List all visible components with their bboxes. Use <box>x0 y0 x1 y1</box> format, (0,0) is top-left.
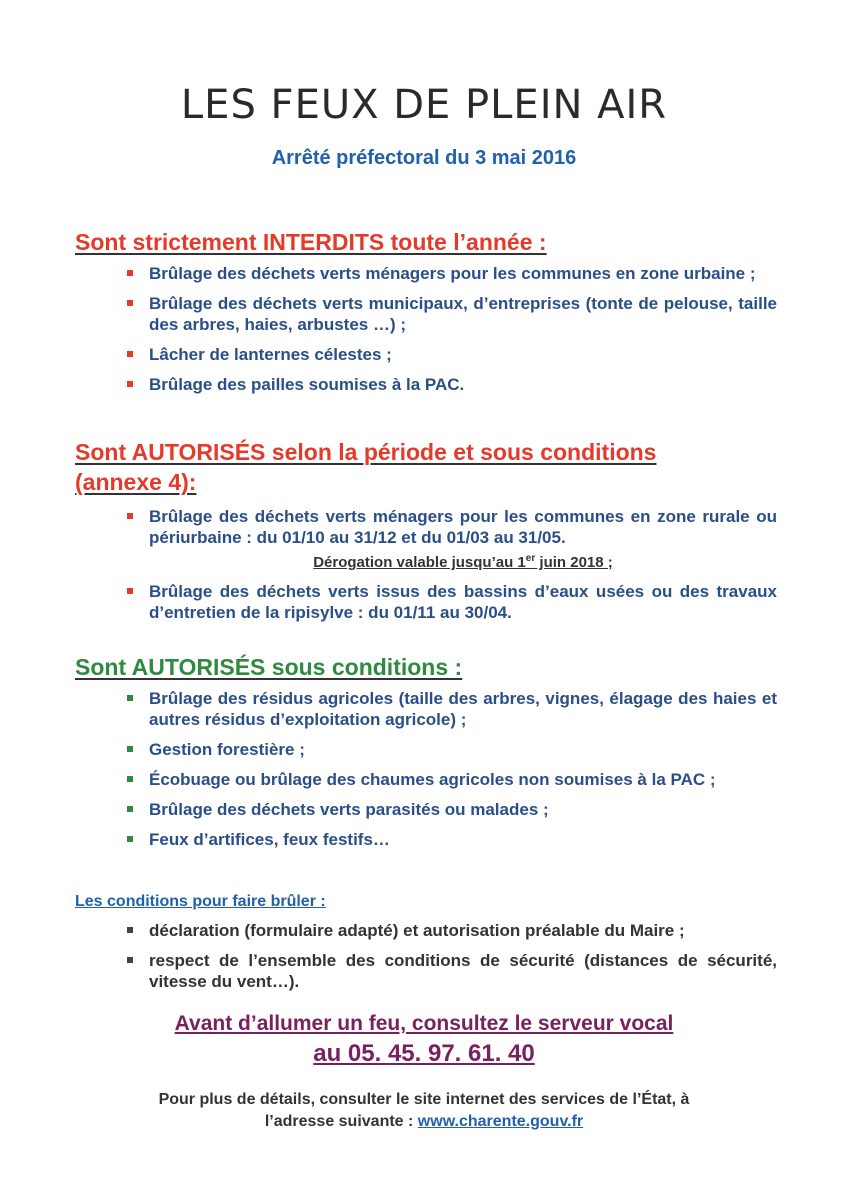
section-forbidden-heading: Sont strictement INTERDITS toute l’année : <box>75 229 547 255</box>
page-subtitle: Arrêté préfectoral du 3 mai 2016 <box>271 147 577 169</box>
list-item: Brûlage des déchets verts parasités ou malades ; <box>125 799 777 820</box>
cta-line: Avant d’allumer un feu, consultez le serveur vocal <box>174 1012 674 1035</box>
footer <box>0 1089 848 1133</box>
list-item: Brûlage des déchets verts ménagers pour les communes en zone urbaine ; <box>125 263 777 284</box>
list-item: Brûlage des résidus agricoles (taille des arbres, vignes, élagage des haies et autres résidus d’exploitation agricole) ; <box>125 688 777 730</box>
section-periodic-heading-line2: (annexe 4): <box>75 469 197 495</box>
derogation-sup: er <box>525 553 536 564</box>
derogation-suffix: juin 2018 ; <box>535 554 613 571</box>
periodic-list <box>125 506 777 632</box>
footer-line1: Pour plus de détails, consulter le site internet des services de l’État, à <box>158 1091 690 1108</box>
list-item: Brûlage des déchets verts ménagers pour les communes en zone rurale ou périurbaine : du 01/10 au 31/12 et du 01/03 au 31/05. <box>125 506 777 548</box>
list-item: respect de l’ensemble des conditions de sécurité (distances de sécurité, vitesse du vent…). <box>125 950 777 992</box>
section-conditional-heading: Sont AUTORISÉS sous conditions : <box>75 654 463 680</box>
list-item: déclaration (formulaire adapté) et autorisation préalable du Maire ; <box>125 920 777 941</box>
list-item: Écobuage ou brûlage des chaumes agricoles non soumises à la PAC ; <box>125 769 777 790</box>
list-item: Lâcher de lanternes célestes ; <box>125 344 777 365</box>
page-title: LES FEUX DE PLEIN AIR <box>180 82 668 128</box>
conditions-heading: Les conditions pour faire brûler : <box>75 893 326 910</box>
conditional-list <box>125 688 777 859</box>
website-link[interactable]: www.charente.gouv.fr <box>417 1113 584 1130</box>
footer-prefix: l’adresse suivante : <box>264 1113 418 1130</box>
footer-line2 <box>0 1111 848 1133</box>
section-periodic-heading-line1: Sont AUTORISÉS selon la période et sous conditions <box>75 439 657 465</box>
forbidden-list <box>125 263 777 404</box>
section-periodic-heading <box>75 437 656 497</box>
phone-number: au 05. 45. 97. 61. 40 <box>313 1040 535 1067</box>
conditions-list <box>125 920 777 1001</box>
list-item: Brûlage des déchets verts issus des bassins d’eaux usées ou des travaux d’entretien de la ripisylve : du 01/11 au 30/04. <box>125 581 777 623</box>
list-item: Brûlage des déchets verts municipaux, d’entreprises (tonte de pelouse, taille des arbres, haies, arbustes …) ; <box>125 293 777 335</box>
list-item: Brûlage des pailles soumises à la PAC. <box>125 374 777 395</box>
list-item: Gestion forestière ; <box>125 739 777 760</box>
derogation-note <box>125 553 777 571</box>
derogation-text: Dérogation valable jusqu’au 1 <box>313 554 526 571</box>
list-item: Feux d’artifices, feux festifs… <box>125 829 777 850</box>
